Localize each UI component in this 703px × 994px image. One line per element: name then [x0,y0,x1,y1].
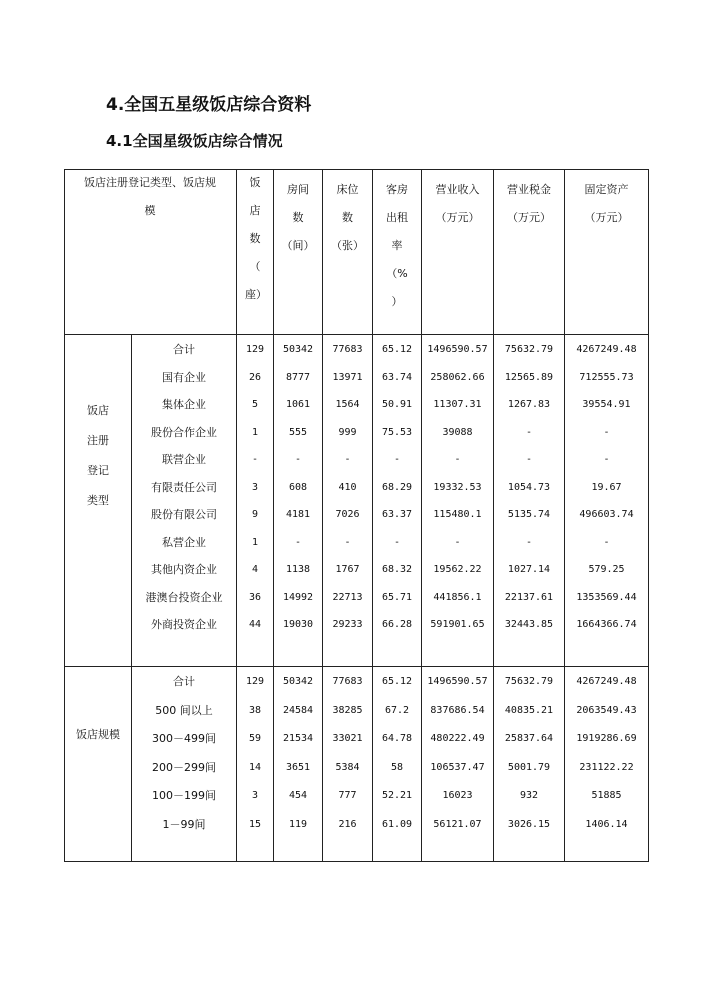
group2-row-3-tax: 5001.79 [507,761,551,773]
group2-row-3-category: 200－299间 [152,760,216,774]
group1-row-10-tax: 32443.85 [504,619,554,630]
group1-row-8-category: 其他内资企业 [151,563,217,576]
group1-row-10-category: 外商投资企业 [151,618,217,631]
group1-row-1-rooms: 8777 [285,371,311,383]
group2-row-5-revenue: 56121.07 [433,818,482,830]
group1-row-9-count: 36 [248,591,262,603]
group1-row-9-beds: 22713 [332,591,363,603]
group2-row-2-assets: 1919286.69 [576,733,637,744]
group2-row-3-count: 14 [248,761,262,773]
group1-row-0-revenue: 1496590.57 [427,344,488,355]
group2-row-4-revenue: 16023 [442,790,473,801]
group1-row-10-occupancy: 66.28 [381,619,413,630]
section-title: 4.1全国星级饭店综合情况 [106,132,283,150]
group2-row-1-assets: 2063549.43 [576,704,637,716]
group2-row-3-revenue: 106537.47 [430,761,485,773]
group1-row-1-assets: 712555.73 [579,371,634,383]
group1-row-6-revenue: 115480.1 [433,509,482,520]
group2-row-5-assets: 1406.14 [585,818,628,830]
group2-row-0-occupancy: 65.12 [381,676,413,687]
header-type-scale-line1: 饭店注册登记类型、饭店规 [84,176,216,189]
group2-row-0-count: 129 [245,676,265,687]
group2-row-5-rooms: 119 [288,818,308,830]
group2-row-0-tax: 75632.79 [504,676,554,687]
group1-row-3-category: 股份合作企业 [151,425,217,439]
group1-row-7-count: 1 [251,536,259,548]
group2-row-2-category: 300－499间 [152,732,216,745]
group1-row-4-beds: - [344,454,351,465]
group2-row-1-tax: 40835.21 [504,704,554,716]
group2-row-4-beds: 777 [338,790,357,801]
group1-row-9-tax: 22137.61 [504,591,554,603]
group1-row-0-assets: 4267249.48 [576,344,637,355]
group2-row-2-count: 59 [248,733,262,744]
group2-row-4-occupancy: 52.21 [381,790,413,801]
group2-row-5-occupancy: 61.09 [381,818,413,830]
group1-row-7-category: 私营企业 [162,535,206,549]
group1-row-7-beds: - [344,536,351,548]
group1-row-10-assets: 1664366.74 [576,619,637,630]
group1-row-1-occupancy: 63.74 [381,371,413,383]
group1-row-7-tax: - [525,536,533,548]
group1-row-4-tax: - [525,454,533,465]
group1-row-9-occupancy: 65.71 [381,591,413,603]
group1-row-6-count: 9 [251,509,259,520]
group2-row-3-beds: 5384 [335,761,360,773]
group1-row-2-revenue: 11307.31 [433,399,482,410]
group2-row-5-count: 15 [248,818,262,830]
group1-row-9-assets: 1353569.44 [576,591,637,603]
group2-row-0-assets: 4267249.48 [576,676,637,687]
group1-row-6-beds: 7026 [335,509,360,520]
group2-row-3-assets: 231122.22 [579,761,634,773]
group1-row-5-occupancy: 68.29 [381,481,413,493]
group2-row-5-category: 1－99间 [162,817,206,831]
group1-row-0-beds: 77683 [332,344,363,355]
header-tax: 营业税金 （万元） [507,183,551,224]
group1-row-8-rooms: 1138 [285,564,311,575]
group1-row-4-assets: - [603,454,610,465]
group2-row-2-beds: 33021 [332,733,363,744]
group2-row-3-rooms: 3651 [285,761,311,773]
group1-row-5-revenue: 19332.53 [433,481,482,493]
group1-row-8-count: 4 [251,564,259,575]
group1-row-3-occupancy: 75.53 [381,426,413,438]
group2-row-5-tax: 3026.15 [507,818,551,830]
group2-row-2-tax: 25837.64 [504,733,554,744]
group2-row-5-beds: 216 [338,818,357,830]
group2-row-0-beds: 77683 [332,676,363,687]
group2-row-1-count: 38 [248,704,262,716]
group2-row-4-rooms: 454 [288,790,308,801]
group1-row-9-rooms: 14992 [282,591,314,603]
group1-row-6-occupancy: 63.37 [381,509,413,520]
header-type-scale-line2: 模 [144,204,156,217]
group1-row-1-revenue: 258062.66 [430,371,485,383]
group1-row-3-rooms: 555 [288,426,308,438]
header-rooms: 房间 数 （间） [281,183,315,252]
group1-row-1-count: 26 [248,371,262,383]
group1-row-0-occupancy: 65.12 [381,344,413,355]
group2-row-4-tax: 932 [519,790,539,801]
group2-row-1-occupancy: 67.2 [384,704,410,716]
group1-row-1-category: 国有企业 [162,370,206,384]
group1-row-8-revenue: 19562.22 [433,564,482,575]
group1-row-3-assets: - [603,426,610,438]
group1-row-3-beds: 999 [338,426,357,438]
group1-row-7-revenue: - [454,536,461,548]
group1-row-2-beds: 1564 [335,399,360,410]
group1-row-5-category: 有限责任公司 [151,480,217,494]
group1-row-4-revenue: - [454,454,461,465]
group2-row-0-rooms: 50342 [282,676,314,687]
header-revenue: 营业收入 （万元） [435,183,480,224]
group1-row-7-rooms: - [294,536,302,548]
group1-row-3-revenue: 39088 [442,426,473,438]
group1-row-2-count: 5 [251,399,259,410]
group2-row-0-category: 合计 [173,675,195,688]
group1-row-0-count: 129 [245,344,265,355]
group1-row-4-occupancy: - [393,454,401,465]
header-beds: 床位 数 （张） [331,183,364,252]
group1-row-2-rooms: 1061 [285,399,311,410]
page-title: 4.全国五星级饭店综合资料 [106,95,312,115]
group1-row-5-tax: 1054.73 [507,481,551,493]
group2-row-2-occupancy: 64.78 [381,733,413,744]
group1-row-5-beds: 410 [338,481,357,493]
group1-row-7-assets: - [603,536,610,548]
group1-row-0-tax: 75632.79 [504,344,554,355]
header-assets: 固定资产 （万元） [584,183,629,224]
group1-row-5-rooms: 608 [288,481,308,493]
group1-row-3-count: 1 [251,426,259,438]
group1-label: 饭店 注册 登记 类型 [87,404,109,507]
group2-row-1-beds: 38285 [332,704,363,716]
group2-row-1-category: 500 间以上 [155,703,213,717]
group2-row-1-revenue: 837686.54 [430,704,485,716]
group1-row-2-category: 集体企业 [162,398,206,411]
group1-row-8-assets: 579.25 [588,564,625,575]
header-count: 饭 店 数 （ 座） [245,176,267,301]
group2-row-4-category: 100－199间 [152,789,216,802]
group1-row-8-beds: 1767 [335,564,360,575]
group1-row-10-revenue: 591901.65 [430,619,485,630]
group1-row-7-occupancy: - [393,536,401,548]
group2-row-4-count: 3 [251,790,259,801]
group2-row-3-occupancy: 58 [390,761,404,773]
group1-row-10-count: 44 [248,619,262,630]
group2-label: 饭店规模 [76,728,120,741]
group2-row-2-revenue: 480222.49 [430,733,485,744]
group1-row-6-category: 股份有限公司 [151,508,217,521]
group2-row-4-assets: 51885 [591,790,622,801]
group1-row-0-category: 合计 [173,343,195,356]
group1-row-5-count: 3 [251,481,259,493]
group1-row-6-assets: 496603.74 [579,509,634,520]
group1-row-6-rooms: 4181 [285,509,311,520]
group1-row-0-rooms: 50342 [282,344,314,355]
group1-row-10-beds: 29233 [332,619,363,630]
group1-row-2-tax: 1267.83 [507,399,551,410]
group1-row-4-count: - [251,454,259,465]
group1-row-5-assets: 19.67 [591,481,622,493]
group2-row-2-rooms: 21534 [282,733,314,744]
group1-row-9-revenue: 441856.1 [433,591,482,603]
header-occupancy: 客房 出租 率 （% ） [386,183,408,308]
group1-row-1-tax: 12565.89 [504,371,554,383]
group1-row-1-beds: 13971 [332,371,363,383]
group1-row-4-rooms: - [294,454,302,465]
group1-row-8-tax: 1027.14 [507,564,551,575]
group1-row-3-tax: - [525,426,533,438]
group2-row-0-revenue: 1496590.57 [427,676,488,687]
group1-row-4-category: 联营企业 [162,453,206,466]
group1-row-2-occupancy: 50.91 [381,399,413,410]
group1-row-9-category: 港澳台投资企业 [145,590,223,604]
group2-row-1-rooms: 24584 [282,704,314,716]
group1-row-6-tax: 5135.74 [507,509,551,520]
group1-row-8-occupancy: 68.32 [381,564,413,575]
group1-row-2-assets: 39554.91 [582,399,631,410]
group1-row-10-rooms: 19030 [282,619,314,630]
